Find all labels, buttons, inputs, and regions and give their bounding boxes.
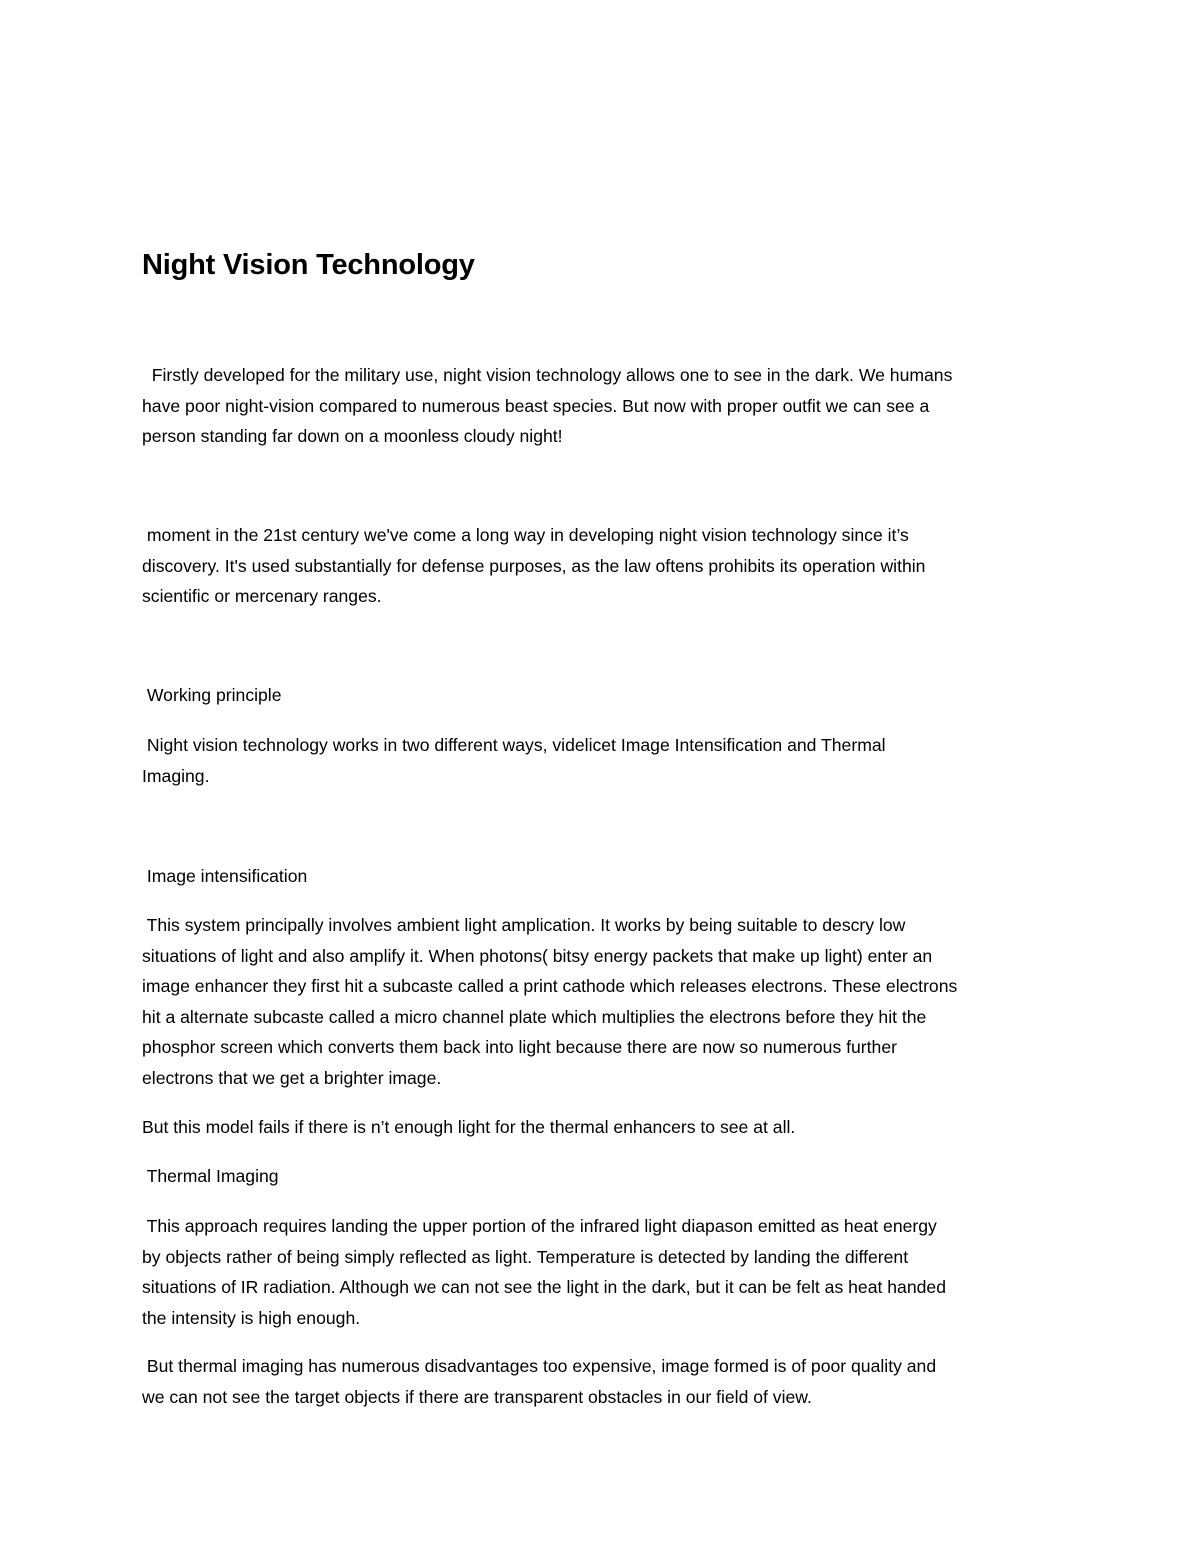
paragraph-line: This system principally involves ambient light amplication. It works by being suitable to descry low <box>142 915 906 935</box>
paragraph-line: Night vision technology works in two different ways, videlicet Image Intensification and Thermal <box>142 735 886 755</box>
paragraph-line: moment in the 21st century we've come a long way in developing night vision technology since it’s <box>142 525 909 545</box>
paragraph-line: phosphor screen which converts them back into light because there are now so numerous further <box>142 1037 897 1057</box>
paragraph-image-intensification <box>142 910 1057 1093</box>
paragraph-line: This approach requires landing the upper portion of the infrared light diapason emitted as heat energy <box>142 1216 937 1236</box>
paragraph-thermal-disadvantages <box>142 1351 1057 1412</box>
paragraph-line: hit a alternate subcaste called a micro channel plate which multiplies the electrons before they hit the <box>142 1006 927 1027</box>
document-page <box>142 0 1062 1553</box>
heading-working-principle: Working principle <box>142 685 282 705</box>
paragraph-line: we can not see the target objects if there are transparent obstacles in our field of view. <box>142 1386 812 1407</box>
paragraph-line: have poor night-vision compared to numerous beast species. But now with proper outfit we can see a <box>142 395 930 416</box>
paragraph-21st-century <box>142 520 1057 612</box>
document-title: Night Vision Technology <box>142 249 475 281</box>
paragraph-model-fails: But this model fails if there is n’t enough light for the thermal enhancers to see at all. <box>142 1117 796 1137</box>
paragraph-line: person standing far down on a moonless cloudy night! <box>142 426 563 446</box>
paragraph-line: by objects rather of being simply reflected as light. Temperature is detected by landing the different <box>142 1246 909 1267</box>
paragraph-line: the intensity is high enough. <box>142 1307 361 1328</box>
paragraph-intro <box>142 360 1057 452</box>
heading-thermal-imaging: Thermal Imaging <box>142 1166 279 1186</box>
paragraph-line: situations of light and also amplify it. When photons( bitsy energy packets that make up light) enter an <box>142 945 933 966</box>
paragraph-working-principle <box>142 730 1057 791</box>
paragraph-line: electrons that we get a brighter image. <box>142 1067 442 1088</box>
heading-image-intensification: Image intensification <box>142 866 308 886</box>
paragraph-line: situations of IR radiation. Although we can not see the light in the dark, but it can be felt as heat handed <box>142 1277 946 1297</box>
paragraph-line: discovery. It's used substantially for defense purposes, as the law oftens prohibits its operation within <box>142 555 926 576</box>
paragraph-line: image enhancer they first hit a subcaste called a print cathode which releases electrons. These electrons <box>142 976 958 996</box>
paragraph-thermal-imaging <box>142 1211 1057 1333</box>
paragraph-line: scientific or mercenary ranges. <box>142 586 382 606</box>
paragraph-line: Imaging. <box>142 765 210 786</box>
paragraph-line: Firstly developed for the military use, night vision technology allows one to see in the dark. We humans <box>142 365 953 385</box>
paragraph-line: But thermal imaging has numerous disadvantages too expensive, image formed is of poor quality and <box>142 1356 937 1376</box>
